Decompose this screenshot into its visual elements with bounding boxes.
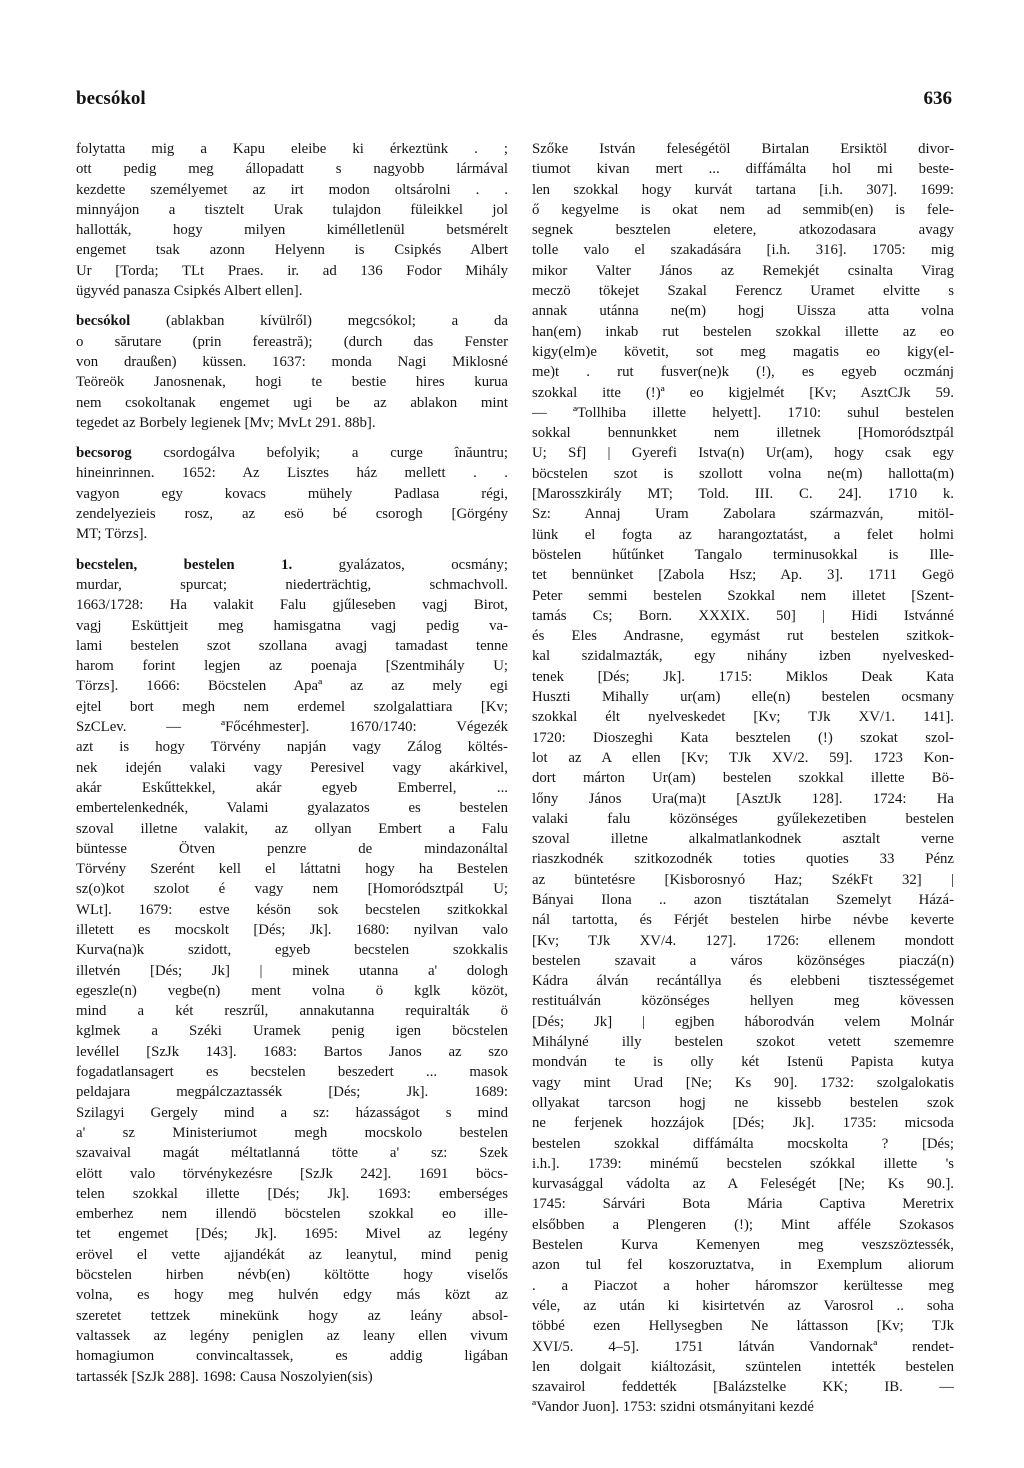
line-text: len szokkal hogy kurvát tartana [i.h. 307]. 1699: (532, 181, 954, 198)
text-line (532, 870, 954, 890)
text-line (532, 545, 954, 565)
line-text: o sărutare (prin fereastră); (durch das Fenster (76, 333, 508, 350)
text-line (532, 565, 954, 585)
text-line (76, 220, 508, 240)
line-text: fogadatlansagert es becstelen beszedert ... masok (76, 1064, 508, 1081)
entry-headword: becsókol (76, 313, 131, 330)
line-text: mind a két reszrűl, annakutanna requiralták ö (76, 1003, 508, 1020)
text-line (76, 1103, 508, 1123)
line-text: büntesse Ötven penzre de mindazonáltal (76, 840, 508, 857)
line-text: [Kv; TJk XV/4. 127]. 1726: ellenem mondott (532, 932, 954, 949)
line-text: szoval illetne valakit, az ollyan Embert a Falu (76, 820, 508, 837)
text-line (76, 656, 508, 676)
line-text: elött valo törvénykezésre [SzJk 242]. 1691 böcs- (76, 1165, 508, 1182)
text-line (532, 322, 954, 342)
line-text: me)t . rut fusver(ne)k (!), es egyeb oczmánj (532, 364, 954, 381)
text-line (76, 636, 508, 656)
text-line (76, 180, 508, 200)
line-text: sz(o)kot szolot é vagy nem [Homoródsztpál U; (76, 881, 508, 898)
text-line (532, 1012, 954, 1032)
text-line (532, 586, 954, 606)
line-text: illetett es mocskolt [Dés; Jk]. 1680: nyilvan valo (76, 921, 508, 938)
line-text: azon tul fel koszoruztatva, in Exemplum aliorum (532, 1257, 954, 1274)
text-line (76, 737, 508, 757)
line-text: Teöreök Janosnenak, hogi te bestie hires kurua (76, 374, 508, 391)
text-line (532, 261, 954, 281)
line-text: tet engemet [Dés; Jk]. 1695: Mivel az legény (76, 1226, 508, 1243)
line-text: harom forint legjen az poenaja [Szentmihály U; (76, 658, 508, 675)
line-text: valtassek az legény peniglen az leany ellen vivum (76, 1327, 508, 1344)
text-line (76, 697, 508, 717)
text-line (76, 240, 508, 260)
line-text: tolle valo el szakadására [i.h. 316]. 1705: mig (532, 242, 954, 259)
line-text: restituálván közönséges hellyen meg kövessen (532, 993, 954, 1010)
text-line (532, 383, 954, 403)
text-line (532, 362, 954, 382)
text-line (76, 463, 508, 483)
paragraph-gap (76, 301, 508, 311)
text-line (76, 1021, 508, 1041)
line-text: riaszkodnék szitkozodnék toties quoties 33 Pénz (532, 851, 954, 868)
entry-headword: becstelen, bestelen 1. (76, 556, 293, 573)
text-line (532, 1073, 954, 1093)
line-text: vagj Esküttjeit meg hamisgatna vagj pedig va- (76, 617, 508, 634)
text-line (532, 748, 954, 768)
text-line (532, 1397, 954, 1417)
text-line (532, 464, 954, 484)
text-line (532, 220, 954, 240)
text-line (532, 1235, 954, 1255)
text-line (76, 676, 508, 696)
text-line (532, 687, 954, 707)
line-text: [Marosszkirály MT; Told. III. C. 24]. 1710 k. (532, 486, 954, 503)
line-text: elsőbben a Plengeren (!); Mint afféle Szokasos (532, 1216, 954, 1233)
line-text: szavaival magát méltatlanná tötte a' sz: Szek (76, 1145, 508, 1162)
line-text: egeszle(n) vegbe(n) ment volna ö kglk közöt, (76, 982, 508, 999)
line-text: mikor Valter János az Remekjét csinalta Virag (532, 262, 954, 279)
text-line (76, 717, 508, 737)
line-text: nem csokoltanak engemet ugi be az ablakon mint (76, 394, 508, 411)
line-text: vagyon egy kovacs mühely Padlasa régi, (76, 485, 508, 502)
text-line (76, 1306, 508, 1326)
line-text: gyalázatos, ocsmány; (292, 556, 508, 573)
entry-headword: becsorog (76, 445, 132, 462)
text-line (532, 301, 954, 321)
line-text: Kádra álván recántállya és elebbeni tisztességemet (532, 973, 954, 990)
text-line (532, 768, 954, 788)
text-line (76, 1001, 508, 1021)
text-line (532, 1113, 954, 1133)
line-text: lünk el fogta az harangoztatást, a felet holmi (532, 526, 954, 543)
line-text: kal szidalmazták, egy nihány izben nyelvesked- (532, 648, 954, 665)
text-line (532, 971, 954, 991)
text-line (76, 981, 508, 1001)
text-line (76, 1224, 508, 1244)
text-line (76, 920, 508, 940)
line-text: han(em) inkab rut bestelen szokkal illette az eo (532, 323, 954, 340)
text-line (76, 575, 508, 595)
text-line (76, 1346, 508, 1366)
line-text: ollyakat tarcson hogj ne kissebb bestelen szok (532, 1094, 954, 1111)
text-line (76, 879, 508, 899)
text-line (532, 180, 954, 200)
line-text: Peter semmi bestelen Szokkal nem illetet [Szent- (532, 587, 954, 604)
text-line (76, 1367, 508, 1387)
right-column (532, 139, 954, 1418)
line-text: embertelenkednék, Valami gyalazatos es bestelen (76, 800, 508, 817)
line-text: . a Piaczot a hoher háromszor kerültesse meg (532, 1277, 954, 1294)
line-text: U; Sf] | Gyerefi Istva(n) Ur(am), hogy csak egy (532, 445, 954, 462)
line-text: i.h.]. 1739: minémű becstelen szókkal illette 's (532, 1155, 954, 1172)
line-text: böcstelen szot is szollott volna ne(m) hallotta(m) (532, 465, 954, 482)
line-text: azt is hogy Törvény napján vagy Zálog költés- (76, 739, 508, 756)
line-text: 1745: Sárvári Bota Mária Captiva Meretrix (532, 1196, 954, 1213)
text-line (76, 1326, 508, 1346)
line-text: dort márton Ur(am) bestelen szokkal illette Bö- (532, 770, 954, 787)
text-line (532, 626, 954, 646)
line-text: Törzs]. 1666: Böcstelen Apaª az az mely egi (76, 678, 508, 695)
text-line (76, 1164, 508, 1184)
text-line (532, 525, 954, 545)
text-line (532, 849, 954, 869)
line-text: MT; Törzs]. (76, 526, 148, 543)
line-text: engemet tsak azonn Helyenn is Csipkés Albert (76, 242, 508, 259)
line-text: segnek besztelen eletere, atkozodasara avagy (532, 222, 954, 239)
text-line (76, 332, 508, 352)
text-line (532, 1357, 954, 1377)
text-line (76, 1062, 508, 1082)
text-line (532, 890, 954, 910)
text-line (76, 372, 508, 392)
text-line (532, 707, 954, 727)
text-line (532, 931, 954, 951)
text-line (532, 646, 954, 666)
text-line (532, 403, 954, 423)
text-line (532, 484, 954, 504)
text-line (532, 1255, 954, 1275)
line-text: ügyvéd panasza Csipkés Albert ellen]. (76, 283, 303, 300)
text-line (532, 728, 954, 748)
line-text: ne ferjenek hozzájok [Dés; Jk]. 1735: micsoda (532, 1115, 954, 1132)
text-line (76, 900, 508, 920)
line-text: Sz: Annaj Uram Zabolara származván, mitöl- (532, 506, 954, 523)
line-text: lot az A ellen [Kv; TJk XV/2. 59]. 1723 Kon- (532, 749, 954, 766)
text-line (76, 200, 508, 220)
text-line (532, 606, 954, 626)
line-text: ªVandor Juon]. 1753: szidni otsmányitani kezdé (532, 1399, 814, 1416)
text-line (76, 940, 508, 960)
text-line (76, 798, 508, 818)
line-text: SzCLev. — ªFőcéhmester]. 1670/1740: Végezék (76, 719, 508, 736)
line-text: Mihályné illy bestelen szokot vetett szememre (532, 1034, 954, 1051)
text-line (532, 1296, 954, 1316)
line-text: többé ezen Hellysegben Ne láttasson [Kv; TJk (532, 1318, 954, 1335)
text-line (76, 616, 508, 636)
line-text: böcstelen hirben névb(en) költötte hogy viselős (76, 1267, 508, 1284)
line-text: tenek [Dés; Jk]. 1715: Miklos Deak Kata (532, 668, 954, 685)
running-headword: becsókol (76, 88, 146, 109)
text-line (76, 484, 508, 504)
line-text: volna, es hogy meg hulvén edgy más közt az (76, 1287, 508, 1304)
line-text: zendelyezieis rosz, az esö bé csorogh [Görgény (76, 506, 508, 523)
line-text: lőny János Ura(ma)t [AsztJk 128]. 1724: Ha (532, 790, 954, 807)
text-line (76, 443, 508, 463)
text-line (532, 789, 954, 809)
line-text: tiumot kivan mert ... diffámálta hol mi beste- (532, 161, 954, 178)
line-text: tegedet az Borbely legienek [Mv; MvLt 291. 88b]. (76, 414, 376, 431)
line-text: és Eles Andrasne, egymást rut bestelen szitkok- (532, 628, 954, 645)
text-line (76, 1265, 508, 1285)
line-text: bestelen szavait a város közönséges piaczá(n) (532, 952, 954, 969)
line-text: az büntetésre [Kisborosnyó Haz; SzékFt 32] | (532, 871, 954, 888)
line-text: annak utánna ne(m) hogj Uissza atta volna (532, 303, 954, 320)
line-text: nál tartotta, és Férjét bestelen hirbe névbe keverte (532, 912, 954, 929)
text-line (532, 443, 954, 463)
text-line (76, 1204, 508, 1224)
text-line (532, 1032, 954, 1052)
line-text: levéllel [SzJk 143]. 1683: Bartos Janos az szo (76, 1043, 508, 1060)
line-text: szokkal élt nyelveskedet [Kv; TJk XV/1. 141]. (532, 709, 954, 726)
line-text: — ªTollhiba illette helyett]. 1710: suhul bestelen (532, 404, 954, 421)
line-text: meczö tökejet Szakal Ferencz Uramet elvitte s (532, 283, 954, 300)
text-line (532, 1174, 954, 1194)
line-text: tartassék [SzJk 288]. 1698: Causa Noszolyien(sis) (76, 1368, 373, 1385)
line-text: szoval illetne alkalmatlankodnek asztalt verne (532, 831, 954, 848)
line-text: Törvény Szerént kell el láttatni hogy ha Bestelen (76, 861, 508, 878)
line-text: von draußen) küssen. 1637: monda Nagi Miklosné (76, 353, 508, 370)
line-text: szokkal itte (!)ª eo kigjelmét [Kv; AsztCJk 59. (532, 384, 954, 401)
line-text: a' sz Ministeriumot megh mocskolo bestelen (76, 1124, 508, 1141)
line-text: kglmek a Széki Uramek penig igen böcstelen (76, 1023, 508, 1040)
line-text: nek idején valaki vagy Peresivel vagy akárkivel, (76, 759, 508, 776)
text-line (532, 139, 954, 159)
text-line (76, 1285, 508, 1305)
text-line (532, 1337, 954, 1357)
text-line (76, 352, 508, 372)
line-text: véle, az után ki kisirtetvén az Varosrol .. soha (532, 1297, 954, 1314)
text-line (532, 342, 954, 362)
line-text: folytatta mig a Kapu eleibe ki érkeztünk . ; (76, 141, 508, 157)
line-text: szeretet tettzek minekünk hogy az leány absol- (76, 1307, 508, 1324)
line-text: bestelen szokkal diffámálta mocskolta ? [Dés; (532, 1135, 954, 1152)
line-text: valaki falu közönséges gyűlekezetiben bestelen (532, 810, 954, 827)
text-line (76, 281, 508, 301)
text-line (532, 910, 954, 930)
line-text: telen szokkal illette [Dés; Jk]. 1693: emberséges (76, 1185, 508, 1202)
text-line (76, 961, 508, 981)
paragraph-gap (76, 545, 508, 555)
text-line (532, 1134, 954, 1154)
line-text: emberhez nem illendö böcstelen szokkal eo ille- (76, 1206, 508, 1223)
line-text: (ablakban kívülről) megcsókol; a da (130, 313, 508, 330)
line-text: Bányai Ilona .. azon tisztátalan Szemelyt Házá- (532, 891, 954, 908)
line-text: mondván te is olly két Istenü Papista kutya (532, 1054, 954, 1071)
text-line (76, 524, 508, 544)
text-line (76, 504, 508, 524)
text-line (76, 159, 508, 179)
paragraph-gap (76, 433, 508, 443)
line-text: Kurva(na)k szidott, egyeb becstelen szokkalis (76, 942, 508, 959)
line-text: murdar, spurcat; niederträchtig, schmachvoll. (76, 576, 508, 593)
line-text: csordogálva befolyik; a curge înăuntru; (131, 445, 508, 462)
line-text: tamás Cs; Born. XXXIX. 50] | Hidi Istvánné (532, 607, 954, 624)
line-text: sokkal bennunkket nem illetnek [Homoródsztpál (532, 425, 954, 442)
line-text: tet bennünket [Zabola Hsz; Ap. 3]. 1711 Gegö (532, 567, 954, 584)
text-line (76, 819, 508, 839)
text-line (532, 951, 954, 971)
text-line (532, 240, 954, 260)
line-text: illetvén [Dés; Jk] | minek utanna a' dologh (76, 962, 508, 979)
text-line (76, 839, 508, 859)
text-line (532, 1316, 954, 1336)
text-line (532, 281, 954, 301)
line-text: homagiumon convincaltassek, es addig ligában (76, 1348, 508, 1365)
text-line (532, 667, 954, 687)
line-text: Ur [Torda; TLt Praes. ir. ad 136 Fodor Mihály (76, 262, 508, 279)
page-header (76, 88, 952, 118)
text-line (532, 829, 954, 849)
text-line (532, 991, 954, 1011)
line-text: erövel el vette ajjandékát az leanytul, mind penig (76, 1246, 508, 1263)
line-text: minnyájon a tisztelt Urak tulajdon füleikkel jol (76, 201, 508, 218)
line-text: Szilagyi Gergely mind a sz: házasságot s mind (76, 1104, 508, 1121)
line-text: Bestelen Kurva Kemenyen meg veszszöztessék, (532, 1237, 954, 1254)
text-line (76, 758, 508, 778)
line-text: 1720: Dioszeghi Kata besztelen (!) szokat szol- (532, 729, 954, 746)
text-line (76, 311, 508, 331)
line-text: Huszti Mihally ur(am) elle(n) bestelen ocsmany (532, 689, 954, 706)
text-line (76, 1143, 508, 1163)
text-line (532, 159, 954, 179)
line-text: kezdette személyemet az irt modon oltsárolni . . (76, 181, 508, 198)
text-line (76, 1123, 508, 1143)
line-text: böstelen hűtűnket Tangalo terminusokkal is Ille- (532, 546, 954, 563)
text-line (532, 1052, 954, 1072)
text-line (532, 1377, 954, 1397)
text-line (532, 809, 954, 829)
text-line (532, 504, 954, 524)
line-text: kigy(elm)e követit, sot meg magatis eo kigy(el- (532, 343, 954, 360)
text-line (532, 200, 954, 220)
text-line (532, 1276, 954, 1296)
line-text: lami bestelen szot szollana avagj tamadast tenne (76, 637, 508, 654)
line-text: szavairol feddették [Balázstelke KK; IB. — (532, 1379, 954, 1396)
text-line (76, 555, 508, 575)
left-column (76, 139, 508, 1387)
text-line (76, 778, 508, 798)
line-text: hineinrinnen. 1652: Az Lisztes ház mellett . . (76, 465, 508, 482)
line-text: ejtel bort megh nem erdemel szolgalattiara [Kv; (76, 698, 508, 715)
text-line (76, 393, 508, 413)
line-text: vagy mint Urad [Ne; Ks 90]. 1732: szolgalokatis (532, 1074, 954, 1091)
line-text: 1663/1728: Ha valakit Falu gjűleseben vagj Birot, (76, 597, 508, 614)
text-line (76, 413, 508, 433)
line-text: len dolgait kiáltozásit, szüntelen intették bestelen (532, 1358, 954, 1375)
line-text: peldajara megpálczaztassék [Dés; Jk]. 1689: (76, 1084, 508, 1101)
text-line (76, 859, 508, 879)
line-text: WLt]. 1679: estve késön sok becstelen szitkokkal (76, 901, 508, 918)
line-text: hallották, hogy milyen kimélletlenül betsmérelt (76, 222, 508, 239)
line-text: [Dés; Jk] | egjben háborodván velem Molnár (532, 1013, 954, 1030)
line-text: XVI/5. 4–5]. 1751 látván Vandornakª rendet- (532, 1338, 954, 1355)
text-line (76, 139, 508, 159)
text-line (76, 1245, 508, 1265)
line-text: Szőke István feleségétöl Birtalan Ersiktöl divor- (532, 141, 954, 157)
text-line (76, 261, 508, 281)
line-text: akár Eskűttekkel, akár egyeb Emberrel, ... (76, 779, 508, 796)
text-line (532, 1194, 954, 1214)
text-line (532, 423, 954, 443)
text-line (532, 1093, 954, 1113)
text-line (76, 595, 508, 615)
page-number: 636 (923, 88, 952, 109)
line-text: kurvasággal vádolta az A Feleségét [Ne; Ks 90.]. (532, 1176, 954, 1193)
line-text: ott pedig meg állopadatt s nagyobb lármával (76, 161, 508, 178)
text-line (76, 1184, 508, 1204)
text-line (532, 1215, 954, 1235)
text-line (76, 1082, 508, 1102)
text-line (76, 1042, 508, 1062)
text-line (532, 1154, 954, 1174)
line-text: ő kegyelme is okat nem ad semmib(en) is fele- (532, 201, 954, 218)
